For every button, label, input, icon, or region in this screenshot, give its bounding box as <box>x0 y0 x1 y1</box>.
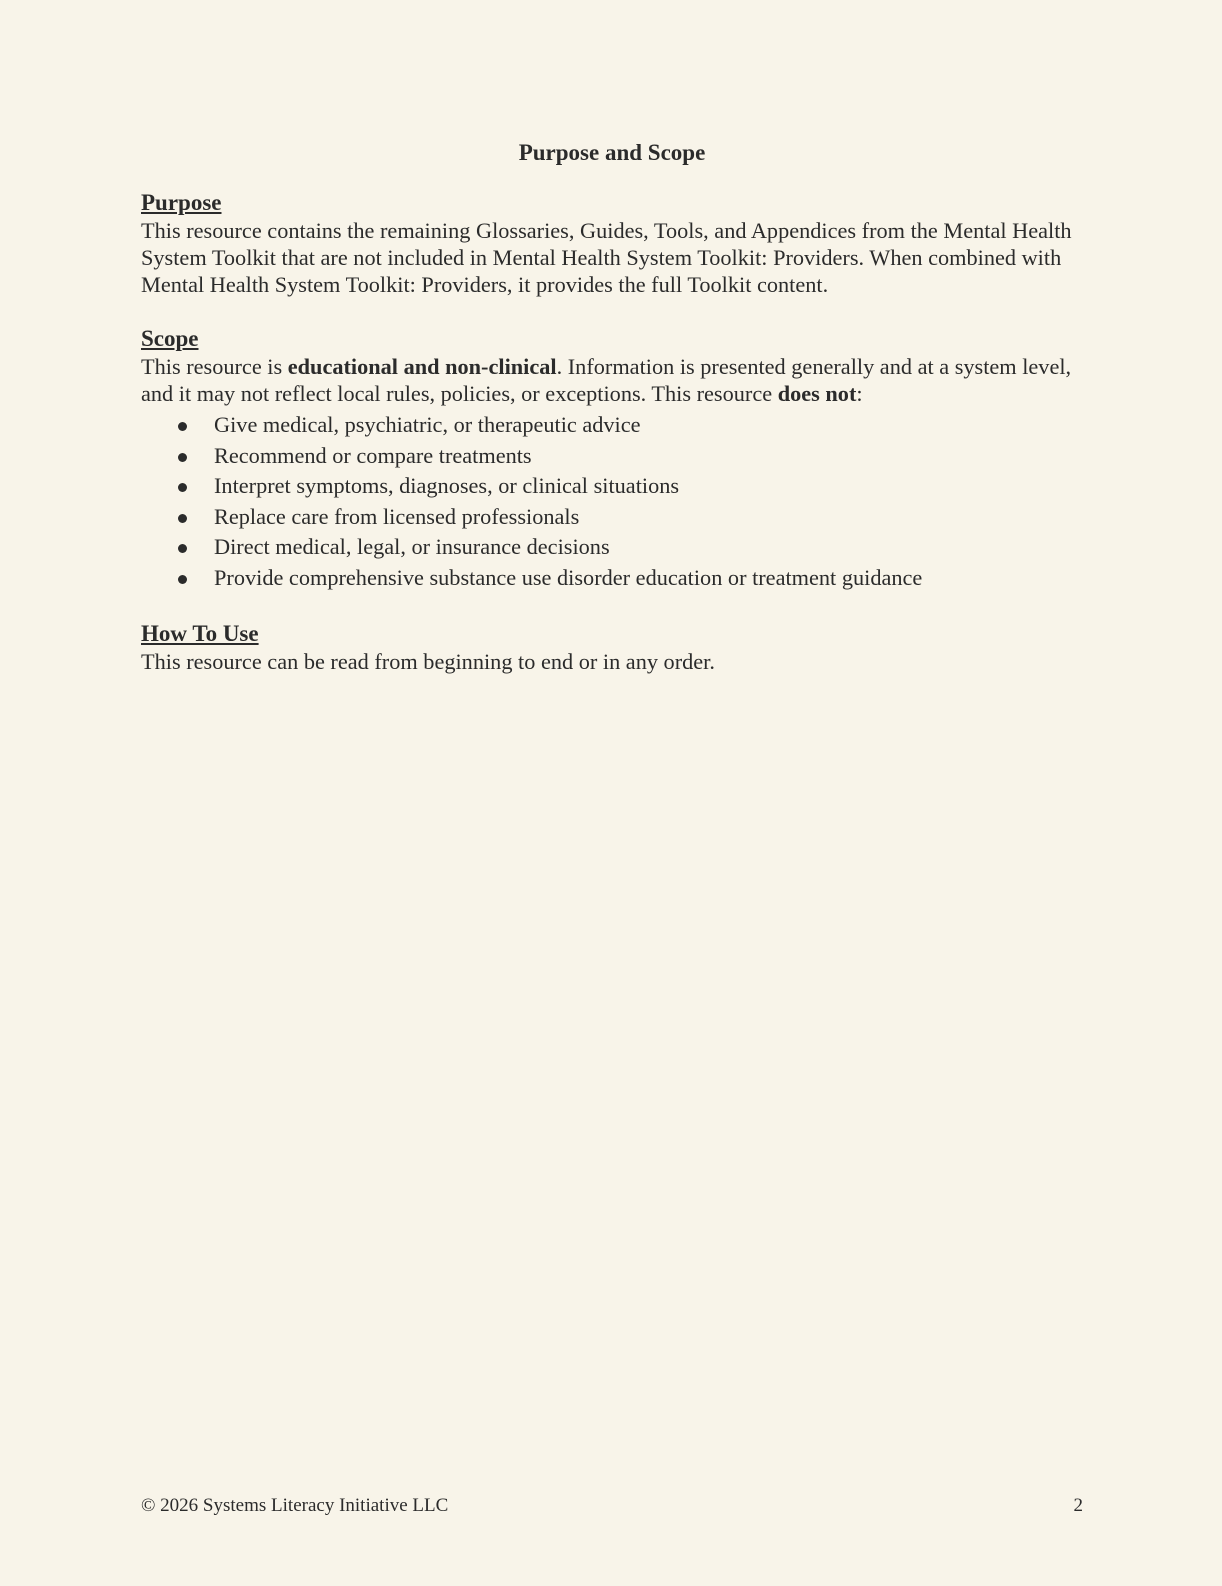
scope-intro-text-2: . Information is presented generally and at a system level, and it may not reflect local rules, policies, or exceptions. This resource <box>141 354 1072 406</box>
scope-heading: Scope <box>141 326 199 351</box>
list-item <box>141 502 1083 533</box>
page-footer <box>141 1494 1083 1518</box>
list-item <box>141 471 1083 502</box>
list-item <box>141 563 1083 594</box>
list-item-text: Direct medical, legal, or insurance decisions <box>214 534 610 559</box>
bullet-icon <box>178 422 187 431</box>
list-item-text: Interpret symptoms, diagnoses, or clinical situations <box>214 473 680 498</box>
scope-section <box>141 325 1083 593</box>
copyright-text: © 2026 Systems Literacy Initiative LLC <box>141 1495 449 1516</box>
list-item-text: Recommend or compare treatments <box>214 442 532 468</box>
page-title: Purpose and Scope <box>518 140 706 165</box>
purpose-body: This resource contains the remaining Glossaries, Guides, Tools, and Appendices from the Mental Health System Toolkit that are not included in Mental Health System Toolkit: Providers. When combined with Mental Health System Toolkit: Providers, it provides the full Toolkit content. <box>141 218 1072 297</box>
bullet-icon <box>178 453 187 462</box>
list-item <box>141 441 1083 472</box>
list-item-text: Replace care from licensed professionals <box>214 503 580 529</box>
scope-intro-text-1: This resource is <box>141 354 288 379</box>
bullet-icon <box>178 544 187 553</box>
purpose-section <box>141 189 1083 298</box>
list-item-text: Provide comprehensive substance use disorder education or treatment guidance <box>214 564 923 590</box>
bullet-icon <box>178 483 187 492</box>
list-item-text: Give medical, psychiatric, or therapeutic advice <box>214 412 641 437</box>
scope-intro-bold-1: educational and non-clinical <box>287 354 557 379</box>
list-item <box>141 410 1083 441</box>
scope-exclusions-list <box>141 410 1083 593</box>
how-to-use-body: This resource can be read from beginning to end or in any order. <box>141 649 715 674</box>
document-page <box>141 137 1083 702</box>
how-to-use-section <box>141 620 1083 675</box>
purpose-heading: Purpose <box>141 190 222 215</box>
scope-intro-text-3: : <box>856 381 863 406</box>
list-item <box>141 532 1083 563</box>
bullet-icon <box>178 575 187 584</box>
how-to-use-heading: How To Use <box>141 621 259 646</box>
bullet-icon <box>178 514 187 523</box>
page-number: 2 <box>1073 1495 1083 1516</box>
scope-intro-bold-2: does not <box>777 381 857 406</box>
scope-intro <box>141 353 1083 407</box>
